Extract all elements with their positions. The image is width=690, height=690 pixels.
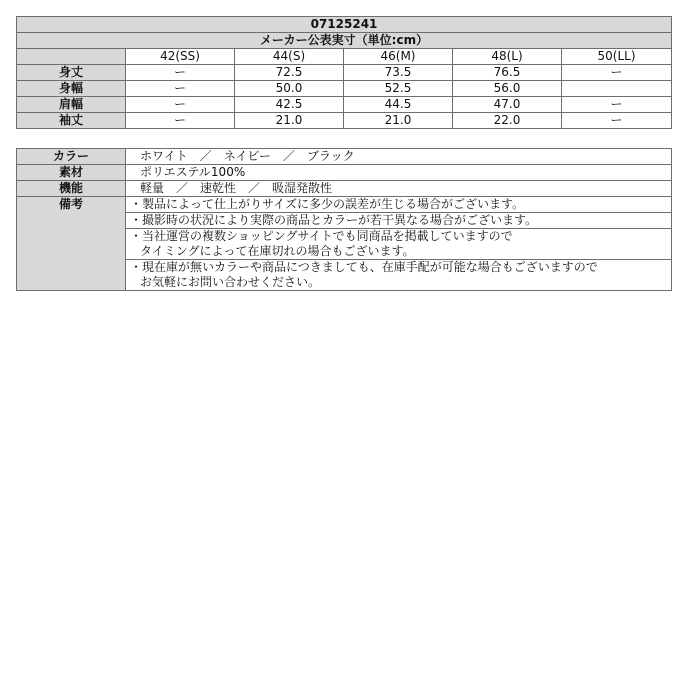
size-row-body-width bbox=[17, 81, 672, 97]
size-col-header: 46(M) bbox=[344, 49, 453, 65]
size-cell: 21.0 bbox=[235, 113, 344, 129]
size-header-corner bbox=[17, 49, 126, 65]
size-cell: ー bbox=[126, 97, 235, 113]
size-cell: 44.5 bbox=[344, 97, 453, 113]
size-header-row bbox=[17, 49, 672, 65]
size-cell: 72.5 bbox=[235, 65, 344, 81]
function-value: 軽量 ／ 速乾性 ／ 吸湿発散性 bbox=[126, 181, 672, 197]
size-col-header: 44(S) bbox=[235, 49, 344, 65]
note-item bbox=[126, 197, 672, 213]
row-label: 袖丈 bbox=[17, 113, 126, 129]
note-line: お気軽にお問い合わせください。 bbox=[140, 275, 321, 289]
size-table bbox=[16, 16, 672, 129]
note-line: ・撮影時の状況により実際の商品とカラーが若干異なる場合がございます。 bbox=[130, 213, 538, 227]
size-row-shoulder bbox=[17, 97, 672, 113]
product-code: 07125241 bbox=[17, 17, 672, 33]
size-cell: 73.5 bbox=[344, 65, 453, 81]
note-item bbox=[126, 260, 672, 291]
note-line: タイミングによって在庫切れの場合もございます。 bbox=[140, 244, 415, 258]
size-cell: ー bbox=[126, 65, 235, 81]
size-cell: 52.5 bbox=[344, 81, 453, 97]
note-item bbox=[126, 229, 672, 260]
size-col-header: 50(LL) bbox=[562, 49, 672, 65]
color-value: ホワイト ／ ネイビー ／ ブラック bbox=[126, 149, 672, 165]
size-col-header: 42(SS) bbox=[126, 49, 235, 65]
size-cell bbox=[562, 81, 672, 97]
note-line: ・製品によって仕上がりサイズに多少の誤差が生じる場合がございます。 bbox=[130, 197, 525, 211]
info-row-material bbox=[17, 165, 672, 181]
size-cell: ー bbox=[562, 113, 672, 129]
size-row-body-length bbox=[17, 65, 672, 81]
size-cell: 22.0 bbox=[453, 113, 562, 129]
row-label: 肩幅 bbox=[17, 97, 126, 113]
note-line: ・当社運営の複数ショッピングサイトでも同商品を掲載していますので bbox=[130, 229, 513, 243]
size-row-sleeve bbox=[17, 113, 672, 129]
info-row-note-1 bbox=[17, 197, 672, 213]
size-cell: ー bbox=[562, 97, 672, 113]
function-label: 機能 bbox=[17, 181, 126, 197]
info-row-function bbox=[17, 181, 672, 197]
size-cell: 47.0 bbox=[453, 97, 562, 113]
material-label: 素材 bbox=[17, 165, 126, 181]
size-col-header: 48(L) bbox=[453, 49, 562, 65]
size-cell: 50.0 bbox=[235, 81, 344, 97]
size-cell: 56.0 bbox=[453, 81, 562, 97]
note-line: ・現在庫が無いカラーや商品につきましても、在庫手配が可能な場合もございますので bbox=[130, 260, 598, 274]
size-cell: ー bbox=[126, 113, 235, 129]
size-cell: 76.5 bbox=[453, 65, 562, 81]
size-cell: ー bbox=[562, 65, 672, 81]
size-cell: ー bbox=[126, 81, 235, 97]
info-table bbox=[16, 148, 672, 291]
info-row-color bbox=[17, 149, 672, 165]
size-table-subtitle: メーカー公表実寸（単位:cm） bbox=[17, 33, 672, 49]
size-cell: 21.0 bbox=[344, 113, 453, 129]
material-value: ポリエステル100% bbox=[126, 165, 672, 181]
notes-label: 備考 bbox=[17, 197, 126, 291]
row-label: 身幅 bbox=[17, 81, 126, 97]
row-label: 身丈 bbox=[17, 65, 126, 81]
color-label: カラー bbox=[17, 149, 126, 165]
size-cell: 42.5 bbox=[235, 97, 344, 113]
note-item bbox=[126, 213, 672, 229]
